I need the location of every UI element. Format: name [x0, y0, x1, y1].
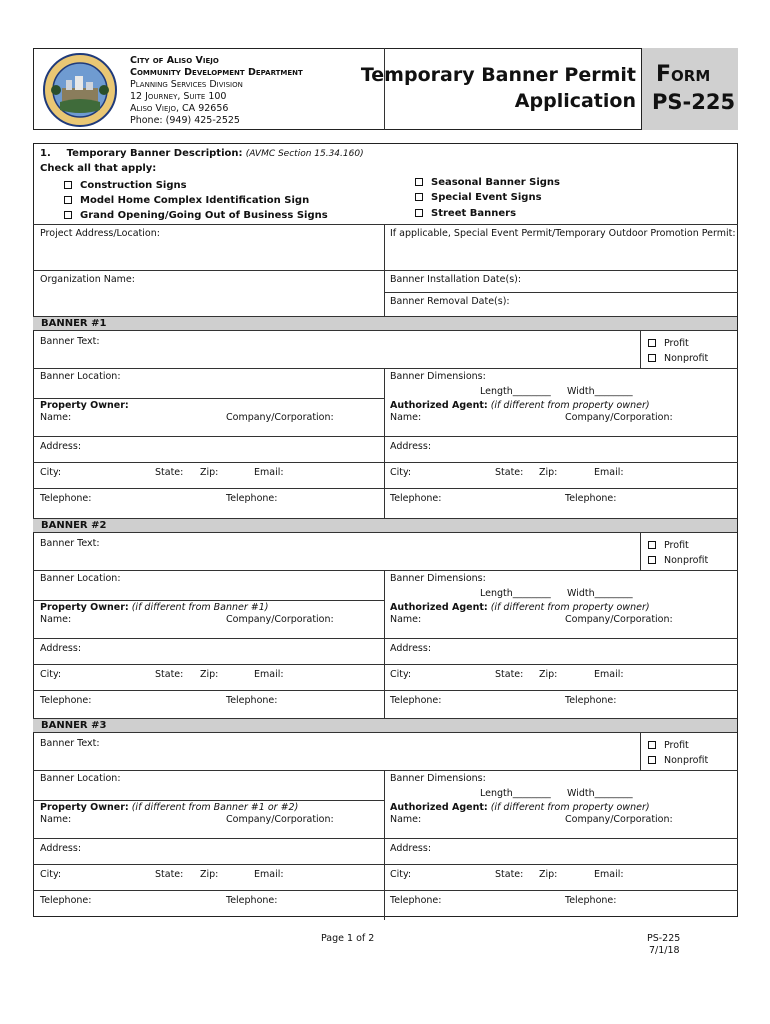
- checkbox[interactable]: [64, 211, 72, 219]
- divider: [384, 292, 738, 293]
- divider: [33, 664, 738, 665]
- form-label: Form: [656, 62, 711, 87]
- checkbox[interactable]: [648, 556, 656, 564]
- checkbox[interactable]: [648, 541, 656, 549]
- option-special-event[interactable]: [415, 192, 542, 203]
- divider: [33, 770, 738, 771]
- agent-state-field[interactable]: State:: [495, 467, 524, 478]
- form-number-box: [641, 48, 738, 130]
- owner-city-field[interactable]: City:: [40, 467, 62, 478]
- owner-name-field[interactable]: Name:: [40, 614, 72, 625]
- nonprofit-label: Nonprofit: [664, 555, 709, 566]
- owner-telephone-field[interactable]: Telephone:: [40, 695, 92, 706]
- agent-address-field[interactable]: Address:: [390, 441, 432, 452]
- header-address2: Aliso Viejo, CA 92656: [130, 103, 229, 114]
- agent-label: Authorized Agent:: [390, 602, 488, 613]
- column-divider: [384, 368, 385, 518]
- divider: [33, 436, 738, 437]
- option-construction[interactable]: [64, 180, 187, 191]
- owner-telephone2-field[interactable]: Telephone:: [226, 895, 278, 906]
- property-owner-heading: [40, 602, 269, 613]
- checkbox[interactable]: [648, 339, 656, 347]
- option-model-home[interactable]: [64, 195, 309, 206]
- checkbox[interactable]: [415, 193, 423, 201]
- banner-text-field[interactable]: Banner Text:: [40, 538, 100, 549]
- owner-zip-field[interactable]: Zip:: [200, 869, 219, 880]
- profit-option[interactable]: [648, 540, 689, 551]
- divider: [33, 690, 738, 691]
- option-seasonal[interactable]: [415, 177, 560, 188]
- agent-name-field[interactable]: Name:: [390, 814, 422, 825]
- agent-email-field[interactable]: Email:: [594, 869, 624, 880]
- agent-email-field[interactable]: Email:: [594, 669, 624, 680]
- option-label: Construction Signs: [80, 180, 187, 191]
- column-divider: [640, 533, 641, 570]
- agent-zip-field[interactable]: Zip:: [539, 669, 558, 680]
- agent-label: Authorized Agent:: [390, 802, 488, 813]
- option-label: Special Event Signs: [431, 192, 542, 203]
- banner-location-field[interactable]: Banner Location:: [40, 573, 121, 584]
- owner-state-field[interactable]: State:: [155, 669, 184, 680]
- section1-ref: (AVMC Section 15.34.160): [245, 149, 364, 159]
- length-field[interactable]: Length________: [480, 386, 551, 397]
- header-phone: Phone: (949) 425-2525: [130, 115, 240, 126]
- divider: [33, 864, 738, 865]
- option-street-banners[interactable]: [415, 208, 516, 219]
- checkbox[interactable]: [64, 196, 72, 204]
- nonprofit-option[interactable]: [648, 555, 708, 566]
- profit-option[interactable]: [648, 338, 689, 349]
- city-seal-logo: [42, 52, 118, 128]
- organization-name-field[interactable]: Organization Name:: [40, 274, 135, 285]
- banner-dimensions-label: Banner Dimensions:: [390, 573, 486, 584]
- agent-email-field[interactable]: Email:: [594, 467, 624, 478]
- checkbox[interactable]: [415, 209, 423, 217]
- divider: [33, 462, 738, 463]
- agent-company-field[interactable]: Company/Corporation:: [565, 614, 673, 625]
- agent-city-field[interactable]: City:: [390, 869, 412, 880]
- agent-telephone2-field[interactable]: Telephone:: [565, 695, 617, 706]
- agent-note: (if different from property owner): [490, 802, 650, 813]
- owner-note: (if different from Banner #1 or #2): [131, 802, 299, 813]
- checkbox[interactable]: [648, 354, 656, 362]
- owner-email-field[interactable]: Email:: [254, 669, 284, 680]
- form-title-line1: Temporary Banner Permit: [360, 64, 636, 86]
- owner-state-field[interactable]: State:: [155, 869, 184, 880]
- divider: [33, 838, 738, 839]
- agent-name-field[interactable]: Name:: [390, 412, 422, 423]
- option-label: Street Banners: [431, 208, 517, 219]
- banner-text-field[interactable]: Banner Text:: [40, 336, 100, 347]
- length-field[interactable]: Length________: [480, 788, 551, 799]
- divider: [33, 600, 384, 601]
- owner-note: (if different from Banner #1): [131, 602, 269, 613]
- agent-heading: [390, 602, 650, 613]
- footer-form-number: PS-225: [647, 933, 681, 944]
- page-number: Page 1 of 2: [321, 933, 375, 944]
- nonprofit-label: Nonprofit: [664, 755, 709, 766]
- agent-telephone2-field[interactable]: Telephone:: [565, 895, 617, 906]
- width-field[interactable]: Width________: [567, 788, 633, 799]
- owner-label: Property Owner:: [40, 400, 129, 411]
- owner-name-field[interactable]: Name:: [40, 814, 72, 825]
- owner-address-field[interactable]: Address:: [40, 441, 82, 452]
- owner-name-field[interactable]: Name:: [40, 412, 72, 423]
- agent-address-field[interactable]: Address:: [390, 643, 432, 654]
- banner-text-field[interactable]: Banner Text:: [40, 738, 100, 749]
- owner-email-field[interactable]: Email:: [254, 869, 284, 880]
- divider: [33, 398, 384, 399]
- banner-section-header: BANNER #1: [33, 316, 737, 331]
- agent-state-field[interactable]: State:: [495, 669, 524, 680]
- header-address1: 12 Journey, Suite 100: [130, 91, 227, 102]
- section1-number: 1.: [40, 148, 51, 159]
- checkbox[interactable]: [648, 756, 656, 764]
- owner-telephone-field[interactable]: Telephone:: [40, 493, 92, 504]
- owner-city-field[interactable]: City:: [40, 669, 62, 680]
- special-permit-field[interactable]: If applicable, Special Event Permit/Temporary Outdoor Promotion Permit:: [390, 228, 736, 239]
- option-label: Model Home Complex Identification Sign: [80, 195, 310, 206]
- owner-telephone2-field[interactable]: Telephone:: [226, 695, 278, 706]
- profit-label: Profit: [664, 540, 689, 551]
- owner-address-field[interactable]: Address:: [40, 643, 82, 654]
- agent-telephone2-field[interactable]: Telephone:: [565, 493, 617, 504]
- agent-note: (if different from property owner): [490, 602, 650, 613]
- banner-location-field[interactable]: Banner Location:: [40, 371, 121, 382]
- property-owner-heading: [40, 400, 129, 411]
- agent-city-field[interactable]: City:: [390, 669, 412, 680]
- header-divider: [384, 48, 385, 130]
- divider: [33, 368, 738, 369]
- banner-location-field[interactable]: Banner Location:: [40, 773, 121, 784]
- owner-telephone-field[interactable]: Telephone:: [40, 895, 92, 906]
- agent-zip-field[interactable]: Zip:: [539, 869, 558, 880]
- agent-company-field[interactable]: Company/Corporation:: [565, 412, 673, 423]
- width-field[interactable]: Width________: [567, 588, 633, 599]
- divider: [33, 570, 738, 571]
- agent-name-field[interactable]: Name:: [390, 614, 422, 625]
- project-address-field[interactable]: Project Address/Location:: [40, 228, 160, 239]
- owner-label: Property Owner:: [40, 602, 129, 613]
- owner-zip-field[interactable]: Zip:: [200, 467, 219, 478]
- checkbox[interactable]: [648, 741, 656, 749]
- owner-label: Property Owner:: [40, 802, 129, 813]
- divider: [33, 890, 738, 891]
- agent-telephone-field[interactable]: Telephone:: [390, 895, 442, 906]
- form-number: PS-225: [652, 90, 736, 114]
- column-divider: [640, 331, 641, 368]
- owner-address-field[interactable]: Address:: [40, 843, 82, 854]
- property-owner-heading: [40, 802, 298, 813]
- width-field[interactable]: Width________: [567, 386, 633, 397]
- banner-dimensions-label: Banner Dimensions:: [390, 773, 486, 784]
- section1-title: Temporary Banner Description:: [66, 148, 243, 159]
- agent-company-field[interactable]: Company/Corporation:: [565, 814, 673, 825]
- option-label: Grand Opening/Going Out of Business Signs: [80, 210, 328, 221]
- header-city: City of Aliso Viejo: [130, 55, 219, 66]
- divider: [33, 638, 738, 639]
- banner-section-header: BANNER #3: [33, 718, 737, 733]
- divider: [33, 800, 384, 801]
- header-division: Planning Services Division: [130, 79, 243, 90]
- section1-heading: [40, 148, 364, 159]
- owner-telephone2-field[interactable]: Telephone:: [226, 493, 278, 504]
- removal-dates-field[interactable]: Banner Removal Date(s):: [390, 296, 510, 307]
- profit-option[interactable]: [648, 740, 689, 751]
- owner-company-field[interactable]: Company/Corporation:: [226, 814, 334, 825]
- agent-heading: [390, 400, 650, 411]
- column-divider: [384, 770, 385, 920]
- header-dept: Community Development Department: [130, 67, 303, 78]
- banner-section-header: BANNER #2: [33, 518, 737, 533]
- owner-email-field[interactable]: Email:: [254, 467, 284, 478]
- nonprofit-label: Nonprofit: [664, 353, 709, 364]
- banner-dimensions-label: Banner Dimensions:: [390, 371, 486, 382]
- agent-zip-field[interactable]: Zip:: [539, 467, 558, 478]
- install-dates-field[interactable]: Banner Installation Date(s):: [390, 274, 522, 285]
- owner-zip-field[interactable]: Zip:: [200, 669, 219, 680]
- agent-telephone-field[interactable]: Telephone:: [390, 695, 442, 706]
- agent-heading: [390, 802, 650, 813]
- divider: [33, 224, 738, 225]
- option-label: Seasonal Banner Signs: [431, 177, 560, 188]
- agent-city-field[interactable]: City:: [390, 467, 412, 478]
- owner-company-field[interactable]: Company/Corporation:: [226, 412, 334, 423]
- agent-address-field[interactable]: Address:: [390, 843, 432, 854]
- column-divider: [640, 733, 641, 770]
- form-title-line2: Application: [514, 90, 636, 112]
- option-grand-opening[interactable]: [64, 210, 328, 221]
- profit-label: Profit: [664, 740, 689, 751]
- column-divider: [384, 570, 385, 720]
- owner-company-field[interactable]: Company/Corporation:: [226, 614, 334, 625]
- profit-label: Profit: [664, 338, 689, 349]
- nonprofit-option[interactable]: [648, 353, 708, 364]
- agent-telephone-field[interactable]: Telephone:: [390, 493, 442, 504]
- divider: [33, 270, 738, 271]
- length-field[interactable]: Length________: [480, 588, 551, 599]
- checkbox[interactable]: [415, 178, 423, 186]
- agent-state-field[interactable]: State:: [495, 869, 524, 880]
- owner-city-field[interactable]: City:: [40, 869, 62, 880]
- agent-note: (if different from property owner): [490, 400, 650, 411]
- divider: [33, 488, 738, 489]
- nonprofit-option[interactable]: [648, 755, 708, 766]
- footer-date: 7/1/18: [649, 945, 680, 956]
- agent-label: Authorized Agent:: [390, 400, 488, 411]
- checkbox[interactable]: [64, 181, 72, 189]
- check-all-label: Check all that apply:: [40, 163, 157, 174]
- owner-state-field[interactable]: State:: [155, 467, 184, 478]
